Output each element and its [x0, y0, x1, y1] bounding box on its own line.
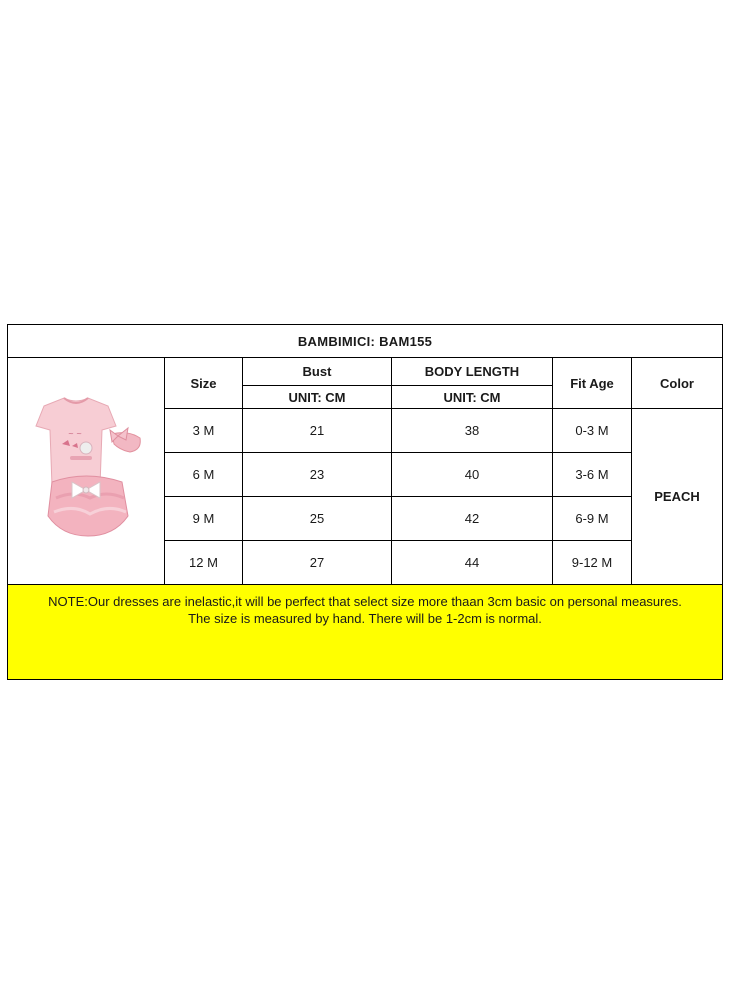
- cell-body-length: 38: [392, 409, 553, 453]
- note-line-1: NOTE:Our dresses are inelastic,it will be perfect that select size more thaan 3cm basic on personal measures.: [48, 594, 682, 609]
- cell-size: 9 M: [165, 497, 243, 541]
- cell-fit-age: 6-9 M: [553, 497, 632, 541]
- note-box: [8, 585, 723, 680]
- cell-bust: 27: [243, 541, 392, 585]
- header-size: Size: [165, 358, 243, 409]
- chart-title: BAMBIMICI: BAM155: [8, 325, 723, 358]
- cell-size: 12 M: [165, 541, 243, 585]
- cell-fit-age: 0-3 M: [553, 409, 632, 453]
- note-line-2: The size is measured by hand. There will be 1-2cm is normal.: [188, 611, 542, 626]
- header-body-length-unit: UNIT: CM: [392, 386, 553, 409]
- header-fit-age: Fit Age: [553, 358, 632, 409]
- svg-text:~ ~: ~ ~: [68, 430, 82, 438]
- cell-size: 6 M: [165, 453, 243, 497]
- cell-body-length: 40: [392, 453, 553, 497]
- header-bust-unit: UNIT: CM: [243, 386, 392, 409]
- cell-body-length: 42: [392, 497, 553, 541]
- cell-bust: 25: [243, 497, 392, 541]
- cell-size: 3 M: [165, 409, 243, 453]
- cell-fit-age: 3-6 M: [553, 453, 632, 497]
- header-color: Color: [632, 358, 723, 409]
- cell-bust: 23: [243, 453, 392, 497]
- size-chart-table: [7, 324, 723, 680]
- header-body-length: BODY LENGTH: [392, 358, 553, 386]
- cell-color: PEACH: [632, 409, 723, 585]
- header-bust: Bust: [243, 358, 392, 386]
- baby-outfit-photo: [16, 386, 156, 556]
- cell-fit-age: 9-12 M: [553, 541, 632, 585]
- product-photo-cell: [8, 358, 165, 585]
- size-chart: [7, 324, 722, 675]
- cell-body-length: 44: [392, 541, 553, 585]
- cell-bust: 21: [243, 409, 392, 453]
